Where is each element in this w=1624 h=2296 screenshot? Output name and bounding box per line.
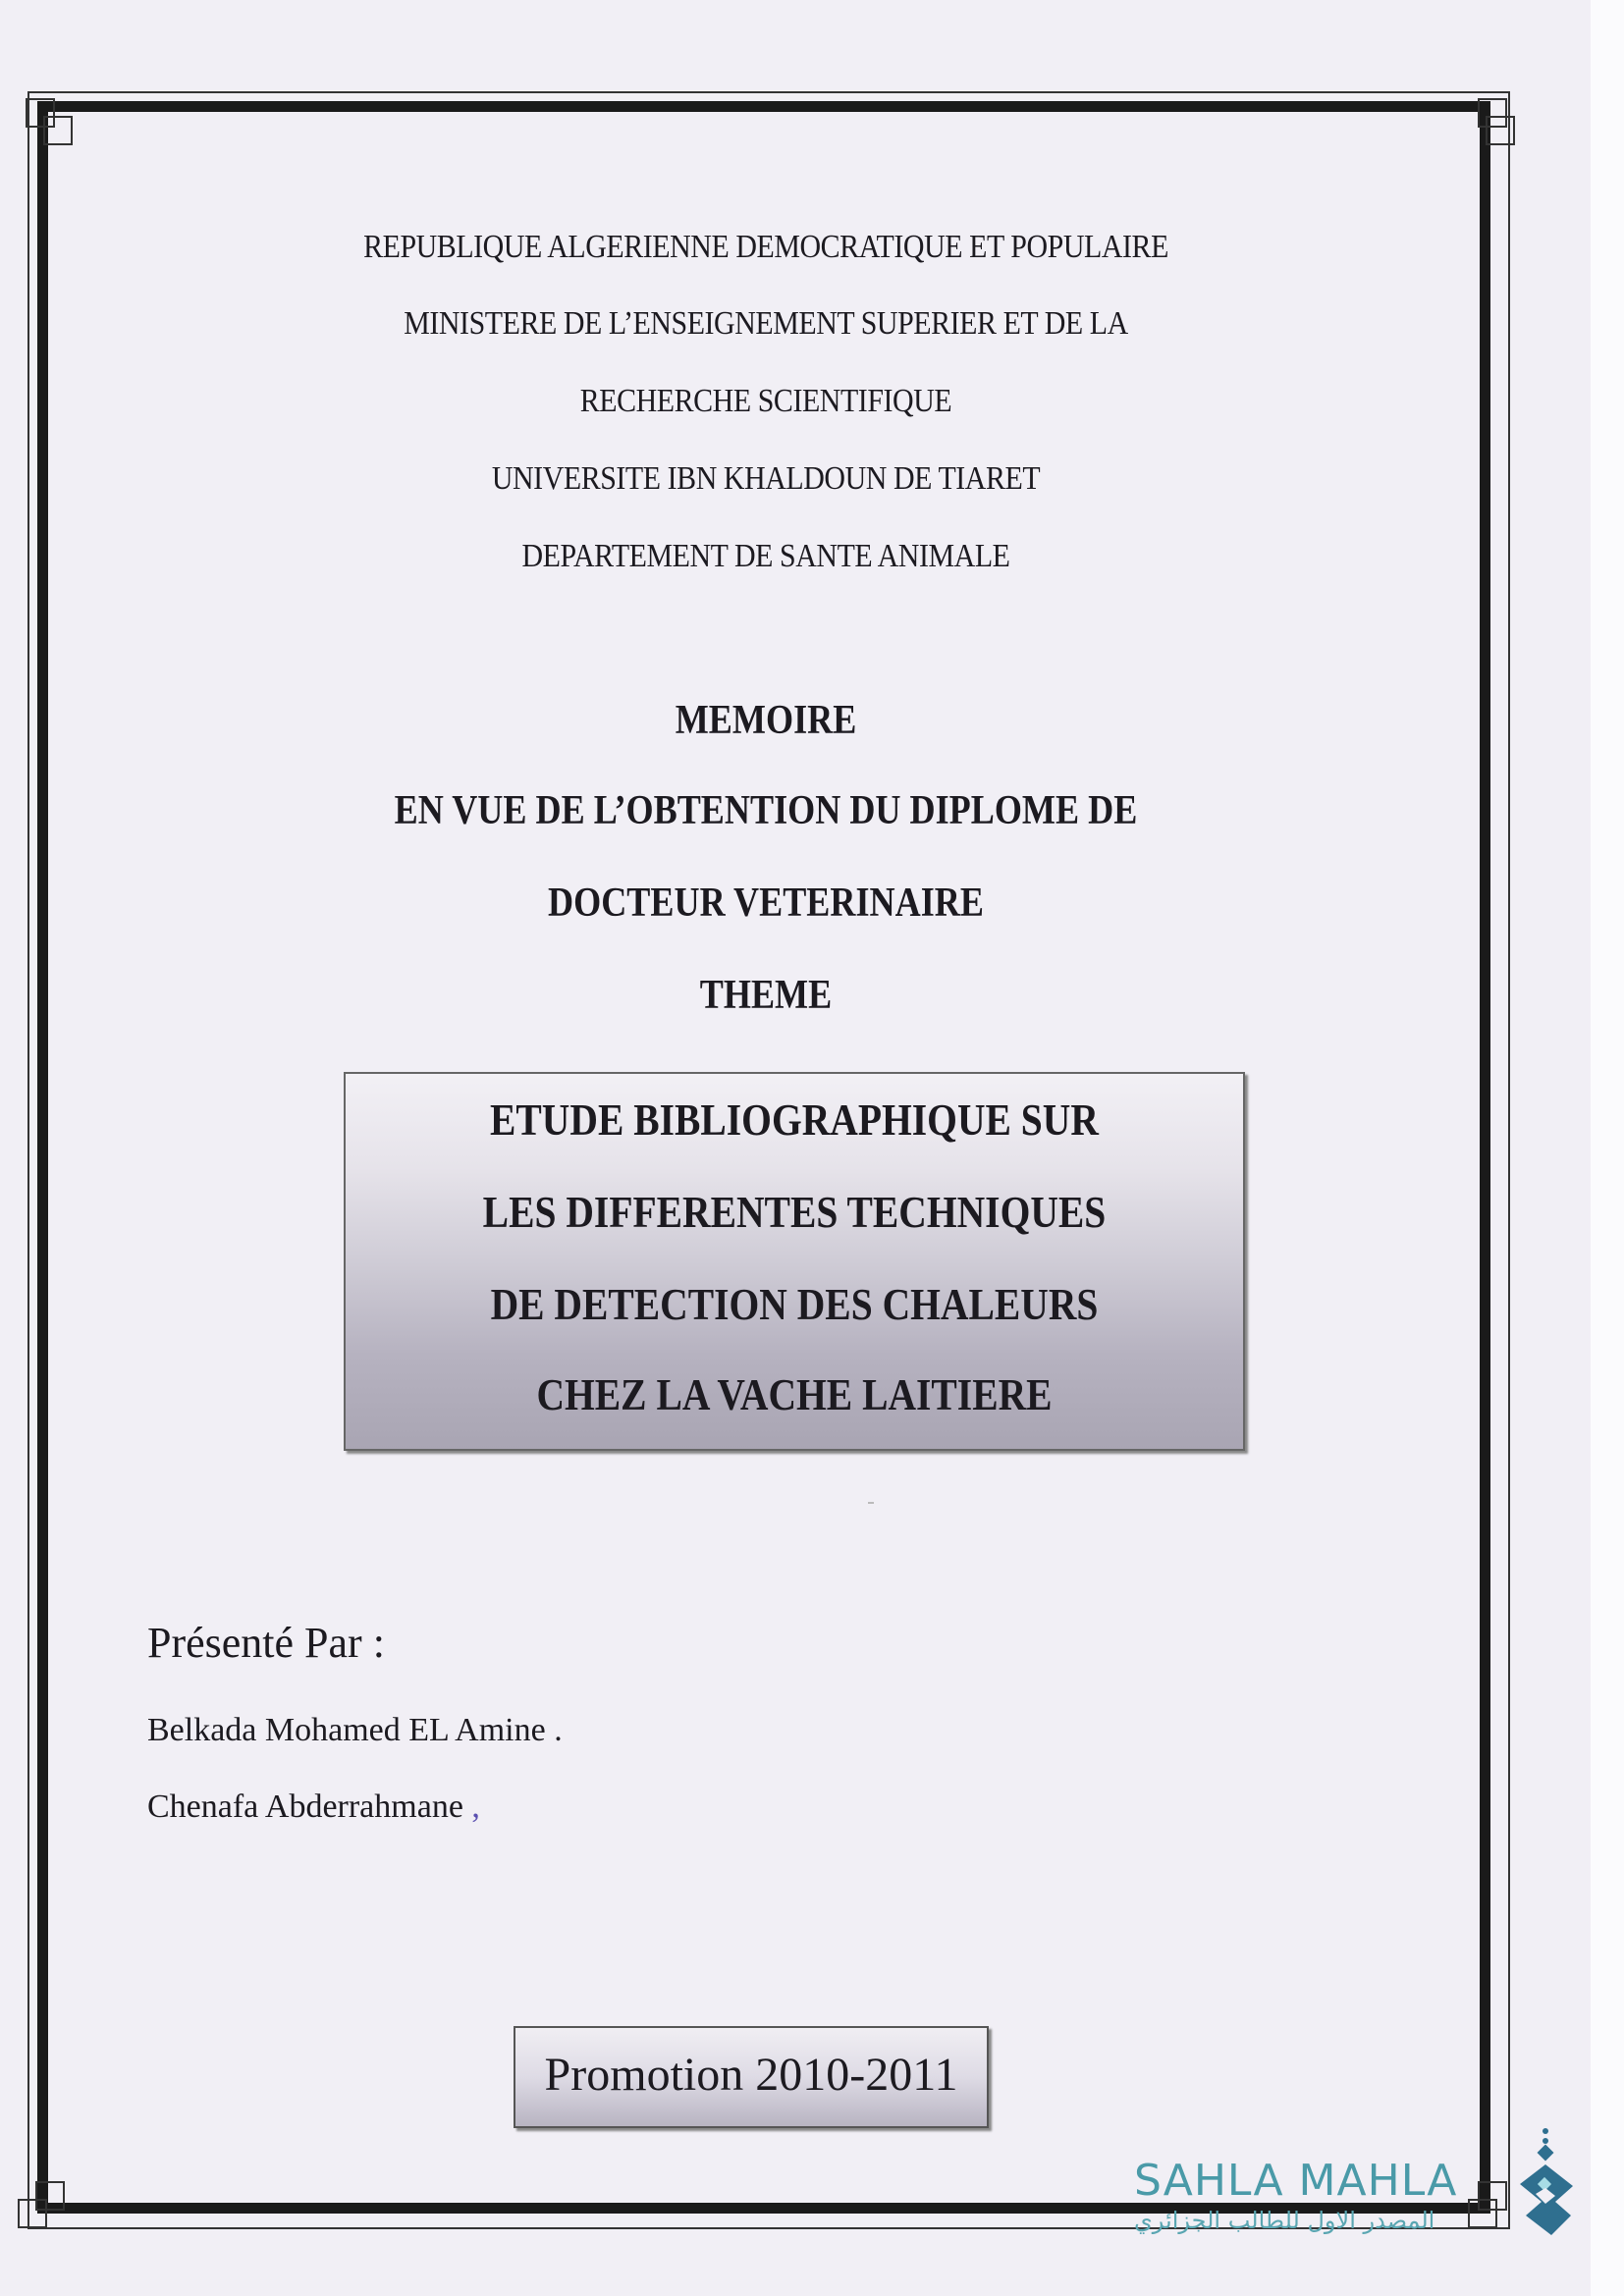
header-department: DEPARTEMENT DE SANTE ANIMALE	[521, 538, 1010, 574]
author-2-suffix: ,	[462, 1789, 480, 1825]
header-republic: REPUBLIQUE ALGERIENNE DEMOCRATIQUE ET POPULAIRE	[363, 229, 1168, 265]
header-research: RECHERCHE SCIENTIFIQUE	[579, 383, 952, 419]
scan-speck	[868, 1502, 874, 1504]
sahla-mahla-watermark	[1134, 2150, 1586, 2258]
author-1	[147, 1714, 563, 1747]
theme-line-3: DE DETECTION DES CHALEURS	[490, 1279, 1099, 1329]
title-theme-label: THEME	[699, 973, 833, 1018]
promotion-label: Promotion 2010-2011	[544, 2049, 958, 2101]
page-edge-shade	[1591, 0, 1624, 2296]
author-1-name: Belkada Mohamed EL Amine	[147, 1712, 546, 1748]
corner-ornament-top-right-inner	[1486, 116, 1515, 145]
theme-box	[344, 1072, 1245, 1451]
presented-by-label: Présenté Par :	[147, 1619, 385, 1667]
title-memoire: MEMOIRE	[675, 698, 857, 743]
watermark-brand: SAHLA MAHLA	[1134, 2156, 1458, 2206]
title-purpose-line2: DOCTEUR VETERINAIRE	[548, 881, 984, 926]
header-university: UNIVERSITE IBN KHALDOUN DE TIARET	[491, 460, 1041, 497]
corner-ornament-bottom-left-inner	[35, 2181, 65, 2211]
theme-line-4: CHEZ LA VACHE LAITIERE	[536, 1369, 1053, 1419]
sahla-mahla-logo-icon	[1512, 2125, 1591, 2253]
author-2-name: Chenafa Abderrahmane	[147, 1789, 463, 1825]
theme-line-2: LES DIFFERENTES TECHNIQUES	[482, 1187, 1107, 1237]
title-purpose-line1: EN VUE DE L’OBTENTION DU DIPLOME DE	[394, 788, 1138, 833]
author-1-suffix: .	[545, 1712, 563, 1748]
header-ministry: MINISTERE DE L’ENSEIGNEMENT SUPERIER ET DE LA	[404, 305, 1128, 342]
author-2	[147, 1790, 480, 1824]
corner-ornament-top-left-inner	[43, 116, 73, 145]
watermark-tagline: المصدر الاول للطالب الجزائري	[1134, 2207, 1435, 2234]
promotion-box	[514, 2026, 989, 2128]
theme-line-1: ETUDE BIBLIOGRAPHIQUE SUR	[490, 1095, 1099, 1145]
